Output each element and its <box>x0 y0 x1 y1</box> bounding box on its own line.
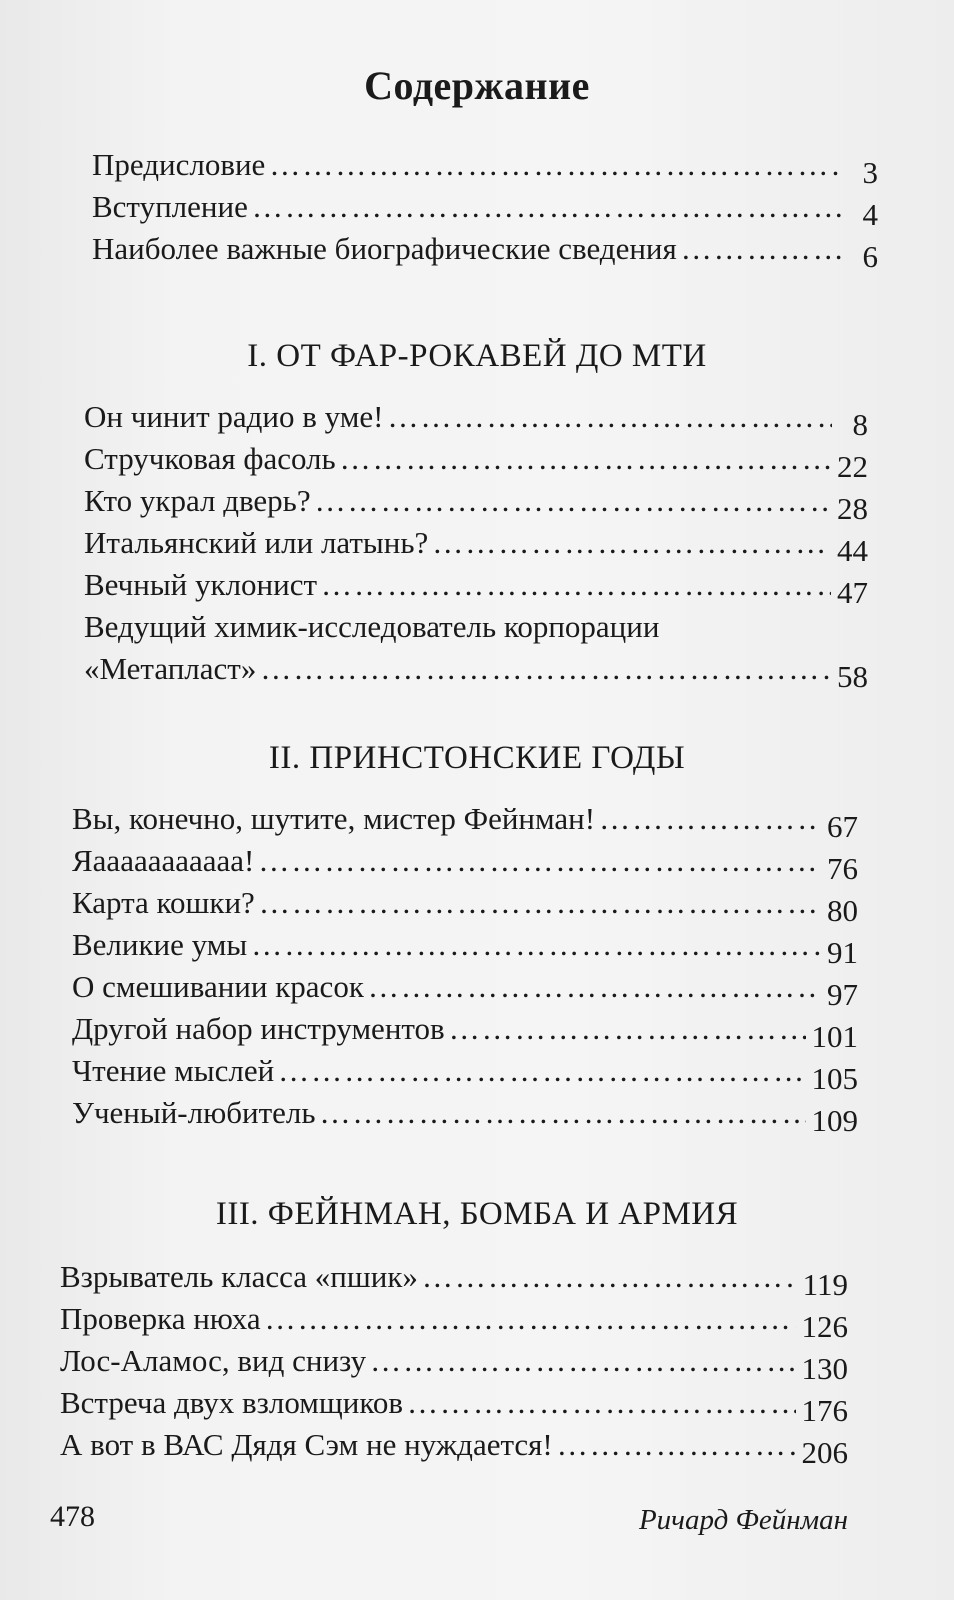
toc-entry <box>84 480 868 526</box>
leader-dots <box>269 144 842 186</box>
leader-dots <box>321 564 831 606</box>
toc-entry <box>60 1256 848 1302</box>
leader-dots <box>265 1298 796 1340</box>
toc-entry-page: 44 <box>837 533 868 568</box>
toc-entry-page: 130 <box>801 1351 848 1386</box>
toc-entry <box>84 438 868 484</box>
toc-entry-page: 28 <box>837 491 868 526</box>
toc-entry <box>84 396 868 442</box>
leader-dots <box>340 438 831 480</box>
toc-title: Содержание <box>364 63 590 108</box>
toc-entry <box>84 564 868 610</box>
toc-entry-title: Вступление <box>92 189 248 224</box>
toc-entry-title: Предисловие <box>92 147 266 182</box>
toc-entry-page: 3 <box>862 155 878 190</box>
footer-page-number: 478 <box>50 1500 95 1533</box>
toc-entry-title: Встреча двух взломщиков <box>60 1385 404 1420</box>
toc-entry <box>60 1382 848 1428</box>
toc-entry-title: Стручковая фасоль <box>84 441 336 476</box>
toc-entry-line-1 <box>84 606 868 648</box>
toc-entry-title: Лос-Аламос, вид снизу <box>60 1343 367 1378</box>
toc-entry-title: Яааааааааааа! <box>72 843 255 878</box>
leader-dots <box>407 1382 795 1424</box>
toc-entry-page: 206 <box>801 1435 848 1470</box>
toc-entry-title: Проверка нюха <box>60 1301 261 1336</box>
toc-entry-page: 91 <box>827 935 858 970</box>
toc-entry-line-2 <box>84 648 868 694</box>
toc-entry-page: 101 <box>811 1019 858 1054</box>
toc-entry-page: 97 <box>827 977 858 1012</box>
toc-entry-title: О смешивании красок <box>72 969 364 1004</box>
toc-entry <box>60 1340 848 1386</box>
toc-entry-page: 22 <box>837 449 868 484</box>
toc-entry-page: 47 <box>837 575 868 610</box>
toc-entry-title: Кто украл дверь? <box>84 483 311 518</box>
toc-entry-page: 4 <box>862 197 878 232</box>
toc-entry <box>92 186 878 232</box>
toc-entry <box>60 1298 848 1344</box>
toc-entry <box>72 1092 858 1138</box>
toc-entry <box>72 924 858 970</box>
toc-entry-title: Вы, конечно, шутите, мистер Фейнман! <box>72 801 596 836</box>
toc-entry-page: 67 <box>827 809 858 844</box>
toc-entry <box>72 882 858 928</box>
toc-entry <box>84 522 868 568</box>
toc-entry-page: 80 <box>827 893 858 928</box>
toc-entry-title: Карта кошки? <box>72 885 255 920</box>
section-2-list <box>72 798 858 1138</box>
section-heading: I. ОТ ФАР-РОКАВЕЙ ДО МТИ <box>247 338 707 374</box>
leader-dots <box>260 648 831 690</box>
leader-dots <box>449 1008 806 1050</box>
toc-entry-page: 176 <box>801 1393 848 1428</box>
leader-dots <box>278 1050 805 1092</box>
leader-dots <box>259 882 821 924</box>
leader-dots <box>387 396 832 438</box>
leader-dots <box>432 522 831 564</box>
toc-entry-title: А вот в ВАС Дядя Сэм не нуждается! <box>60 1427 553 1462</box>
leader-dots <box>422 1256 797 1298</box>
toc-entry-title: Наиболее важные биографические сведения <box>92 231 677 266</box>
toc-entry-page: 6 <box>862 239 878 274</box>
toc-entry-title: Другой набор инструментов <box>72 1011 445 1046</box>
toc-entry-page: 119 <box>802 1267 848 1302</box>
leader-dots <box>557 1424 796 1466</box>
toc-entry-title: Взрыватель класса «пшик» <box>60 1259 418 1294</box>
toc-entry <box>72 1050 858 1096</box>
toc-entry-page: 109 <box>811 1103 858 1138</box>
toc-entry <box>60 1424 848 1470</box>
toc-entry-title: Ученый-любитель <box>72 1095 316 1130</box>
front-matter-list <box>92 144 878 274</box>
section-1-list <box>84 396 868 694</box>
leader-dots <box>252 186 842 228</box>
toc-entry-page: 58 <box>837 659 868 694</box>
toc-entry-page: 76 <box>827 851 858 886</box>
section-heading: III. ФЕЙНМАН, БОМБА И АРМИЯ <box>215 1196 739 1232</box>
toc-entry <box>72 966 858 1012</box>
toc-entry-title: Великие умы <box>72 927 248 962</box>
toc-entry <box>92 228 878 274</box>
section-heading: II. ПРИНСТОНСКИЕ ГОДЫ <box>268 740 686 776</box>
toc-entry <box>72 1008 858 1054</box>
toc-entry <box>72 798 858 844</box>
toc-entry-title: Вечный уклонист <box>84 567 318 602</box>
toc-entry-page: 8 <box>852 407 868 442</box>
toc-entry-page: 105 <box>811 1061 858 1096</box>
toc-entry-title: Чтение мыслей <box>72 1053 275 1088</box>
toc-entry-title-continued: «Метапласт» <box>84 651 257 686</box>
toc-entry-page: 126 <box>801 1309 848 1344</box>
leader-dots <box>251 924 821 966</box>
leader-dots <box>258 840 821 882</box>
toc-entry-title: Итальянский или латынь? <box>84 525 429 560</box>
leader-dots <box>599 798 821 840</box>
toc-entry <box>92 144 878 190</box>
toc-entry <box>72 840 858 886</box>
toc-entry-title: Он чинит радио в уме! <box>84 399 384 434</box>
leader-dots <box>681 228 842 270</box>
leader-dots <box>370 1340 795 1382</box>
section-3-list <box>60 1256 848 1470</box>
leader-dots <box>368 966 821 1008</box>
toc-entry-title: Ведущий химик-исследователь корпорации <box>84 609 660 644</box>
leader-dots <box>315 480 831 522</box>
leader-dots <box>320 1092 806 1134</box>
footer-author: Ричард Фейнман <box>638 1504 848 1536</box>
